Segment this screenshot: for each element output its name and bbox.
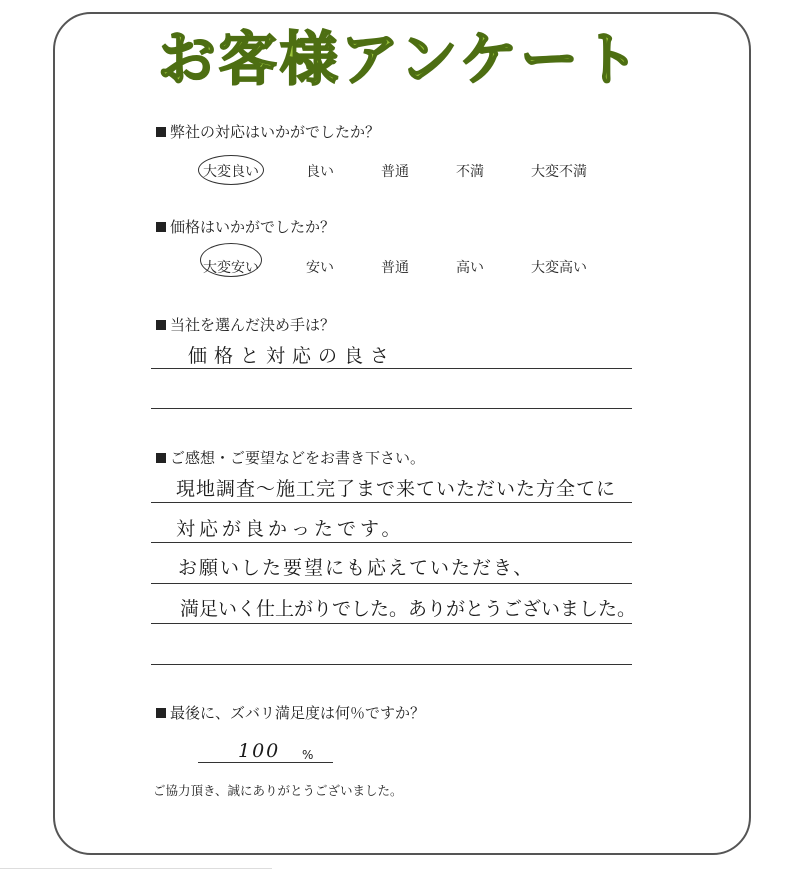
q2-option-5[interactable]: 大変高い <box>531 260 587 276</box>
q1-option-4[interactable]: 不満 <box>456 164 484 180</box>
satisfaction-rule <box>198 762 333 763</box>
survey-title: お客様アンケート <box>157 25 643 93</box>
bullet-square-icon <box>156 222 166 232</box>
answer-rule <box>151 583 632 584</box>
question-3 <box>156 314 335 335</box>
bullet-square-icon <box>156 127 166 137</box>
answer-rule <box>151 542 632 543</box>
q1-option-3[interactable]: 普通 <box>381 164 409 180</box>
question-3-text: 当社を選んだ決め手は？ <box>170 316 336 334</box>
answer-rule <box>151 623 632 624</box>
q2-option-3[interactable]: 普通 <box>381 260 409 276</box>
question-2 <box>156 216 335 237</box>
question-2-text: 価格はいかがでしたか？ <box>170 218 336 236</box>
q4-answer-line-2[interactable]: 対応が良かったです。 <box>176 518 405 540</box>
q2-option-4[interactable]: 高い <box>456 260 484 276</box>
q3-answer-line-1[interactable]: 価格と対応の良さ <box>188 345 397 367</box>
bullet-square-icon <box>156 453 166 463</box>
question-1 <box>156 121 380 142</box>
q2-option-1[interactable]: 大変安い <box>203 260 259 276</box>
question-4-text: ご感想・ご要望などをお書き下さい。 <box>170 449 426 467</box>
question-5 <box>156 702 425 723</box>
answer-rule <box>151 368 632 369</box>
question-4 <box>156 447 425 468</box>
question-5-text: 最後に、ズバリ満足度は何％ですか？ <box>170 704 426 722</box>
bullet-square-icon <box>156 320 166 330</box>
answer-rule <box>151 408 632 409</box>
answer-rule <box>151 664 632 665</box>
satisfaction-value[interactable]: 100 <box>238 740 281 762</box>
q1-option-2[interactable]: 良い <box>306 164 334 180</box>
q2-option-2[interactable]: 安い <box>306 260 334 276</box>
q4-answer-line-3[interactable]: お願いした要望にも応えていただき、 <box>178 557 535 579</box>
q1-option-1[interactable]: 大変良い <box>203 164 259 180</box>
q4-answer-line-1[interactable]: 現地調査～施工完了まで来ていただいた方全てに <box>176 478 617 500</box>
q1-option-5[interactable]: 大変不満 <box>531 164 587 180</box>
question-1-text: 弊社の対応はいかがでしたか？ <box>170 123 381 141</box>
answer-rule <box>151 502 632 503</box>
scan-edge-line <box>0 868 272 869</box>
closing-message: ご協力頂き、誠にありがとうございました。 <box>153 783 403 798</box>
q4-answer-line-4[interactable]: 満足いく仕上がりでした。ありがとうございました。 <box>180 598 637 620</box>
bullet-square-icon <box>156 708 166 718</box>
percent-unit: % <box>302 748 314 762</box>
